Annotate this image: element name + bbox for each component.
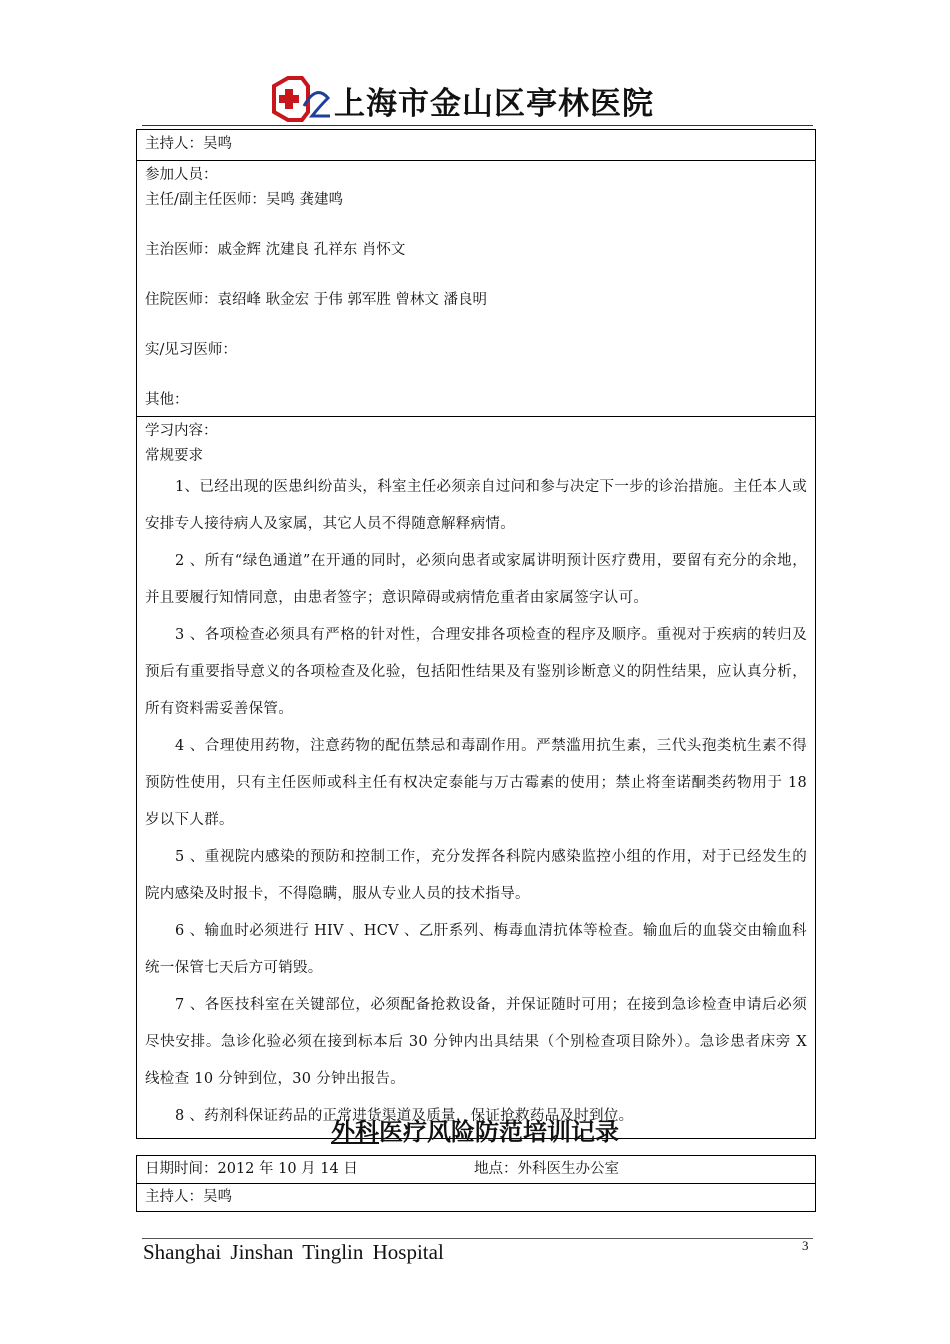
date-location-cell [137, 1156, 816, 1184]
section-title-underlined: 外科 [331, 1118, 379, 1146]
others: 其他： [145, 392, 189, 408]
host-label-2: 主持人：吴鸣 [145, 1189, 232, 1205]
interns: 实/见习医师： [145, 342, 237, 358]
page-header [0, 72, 950, 128]
attending-physicians: 主治医师：戚金辉 沈建良 孔祥东 肖怀文 [145, 242, 406, 258]
rule-paragraph-1: 1、已经出现的医患纠纷苗头，科室主任必须亲自过问和参与决定下一步的诊治措施。主任本人或安排专人接待病人及家属，其它人员不得随意解释病情。 [145, 479, 807, 532]
header-divider [142, 125, 813, 126]
page-number: 3 [802, 1238, 809, 1253]
rule-paragraph-2: 2 、所有“绿色通道”在开通的同时，必须向患者或家属讲明预计医疗费用，要留有充分的余地，并且要履行知情同意，由患者签字；意识障碍或病情危重者由家属签字认可。 [145, 553, 807, 606]
host-cell [137, 130, 816, 161]
section-title-rest: 医疗风险防范培训记录 [379, 1118, 619, 1146]
hospital-name: 上海市金山区亭林医院 [334, 86, 654, 122]
rule-paragraph-6: 6 、输血时必须进行 HIV 、HCV 、乙肝系列、梅毒血清抗体等检查。输血后的血袋交由输血科统一保管七天后方可销毁。 [145, 923, 807, 976]
content-cell [137, 417, 816, 1139]
content-subtitle: 常规要求 [145, 448, 203, 464]
rule-paragraph-8: 8 、药剂科保证药品的正常进货渠道及质量，保证抢救药品及时到位。 [175, 1108, 634, 1124]
section-title [0, 1112, 950, 1147]
host-label: 主持人：吴鸣 [145, 136, 232, 152]
participants-cell [137, 161, 816, 417]
training-record-table [136, 1155, 816, 1212]
date-label: 日期时间：2012 年 10 月 14 日 [145, 1161, 358, 1177]
content-label: 学习内容： [145, 423, 218, 439]
rule-paragraph-7: 7 、各医技科室在关键部位，必须配备抢救设备，并保证随时可用；在接到急诊检查申请后必须尽快安排。急诊化验必须在接到标本后 30 分钟内出具结果（个别检查项目除外）。急诊患者床旁 X 线检查 10 分钟到位，30 分钟出报告。 [145, 997, 807, 1087]
host-cell-2 [137, 1184, 816, 1212]
footer-hospital-name: Shanghai Jinshan Tinglin Hospital [143, 1240, 444, 1264]
rule-paragraph-3: 3 、各项检查必须具有严格的针对性，合理安排各项检查的程序及顺序。重视对于疾病的转归及预后有重要指导意义的各项检查及化验，包括阳性结果及有鉴别诊断意义的阴性结果，应认真分析，所有资料需妥善保管。 [145, 627, 807, 717]
rule-paragraph-4: 4 、合理使用药物，注意药物的配伍禁忌和毒副作用。严禁滥用抗生素，三代头孢类杭生素不得预防性使用，只有主任医师或科主任有权决定泰能与万古霉素的使用；禁止将奎诺酮类药物用于 18 岁以下人群。 [145, 738, 807, 828]
chief-physicians: 主任/副主任医师：吴鸣 龚建鸣 [145, 192, 343, 208]
footer-divider [142, 1238, 813, 1239]
rule-paragraph-5: 5 、重视院内感染的预防和控制工作，充分发挥各科院内感染监控小组的作用，对于已经发生的院内感染及时报卡，不得隐瞒，服从专业人员的技术指导。 [145, 849, 807, 902]
location-label: 地点：外科医生办公室 [474, 1161, 619, 1177]
hospital-logo-icon [268, 76, 334, 122]
record-table [136, 129, 816, 1139]
resident-physicians: 住院医师：袁绍峰 耿金宏 于伟 郭军胜 曾林文 潘良明 [145, 292, 488, 308]
participants-label: 参加人员： [145, 167, 218, 183]
